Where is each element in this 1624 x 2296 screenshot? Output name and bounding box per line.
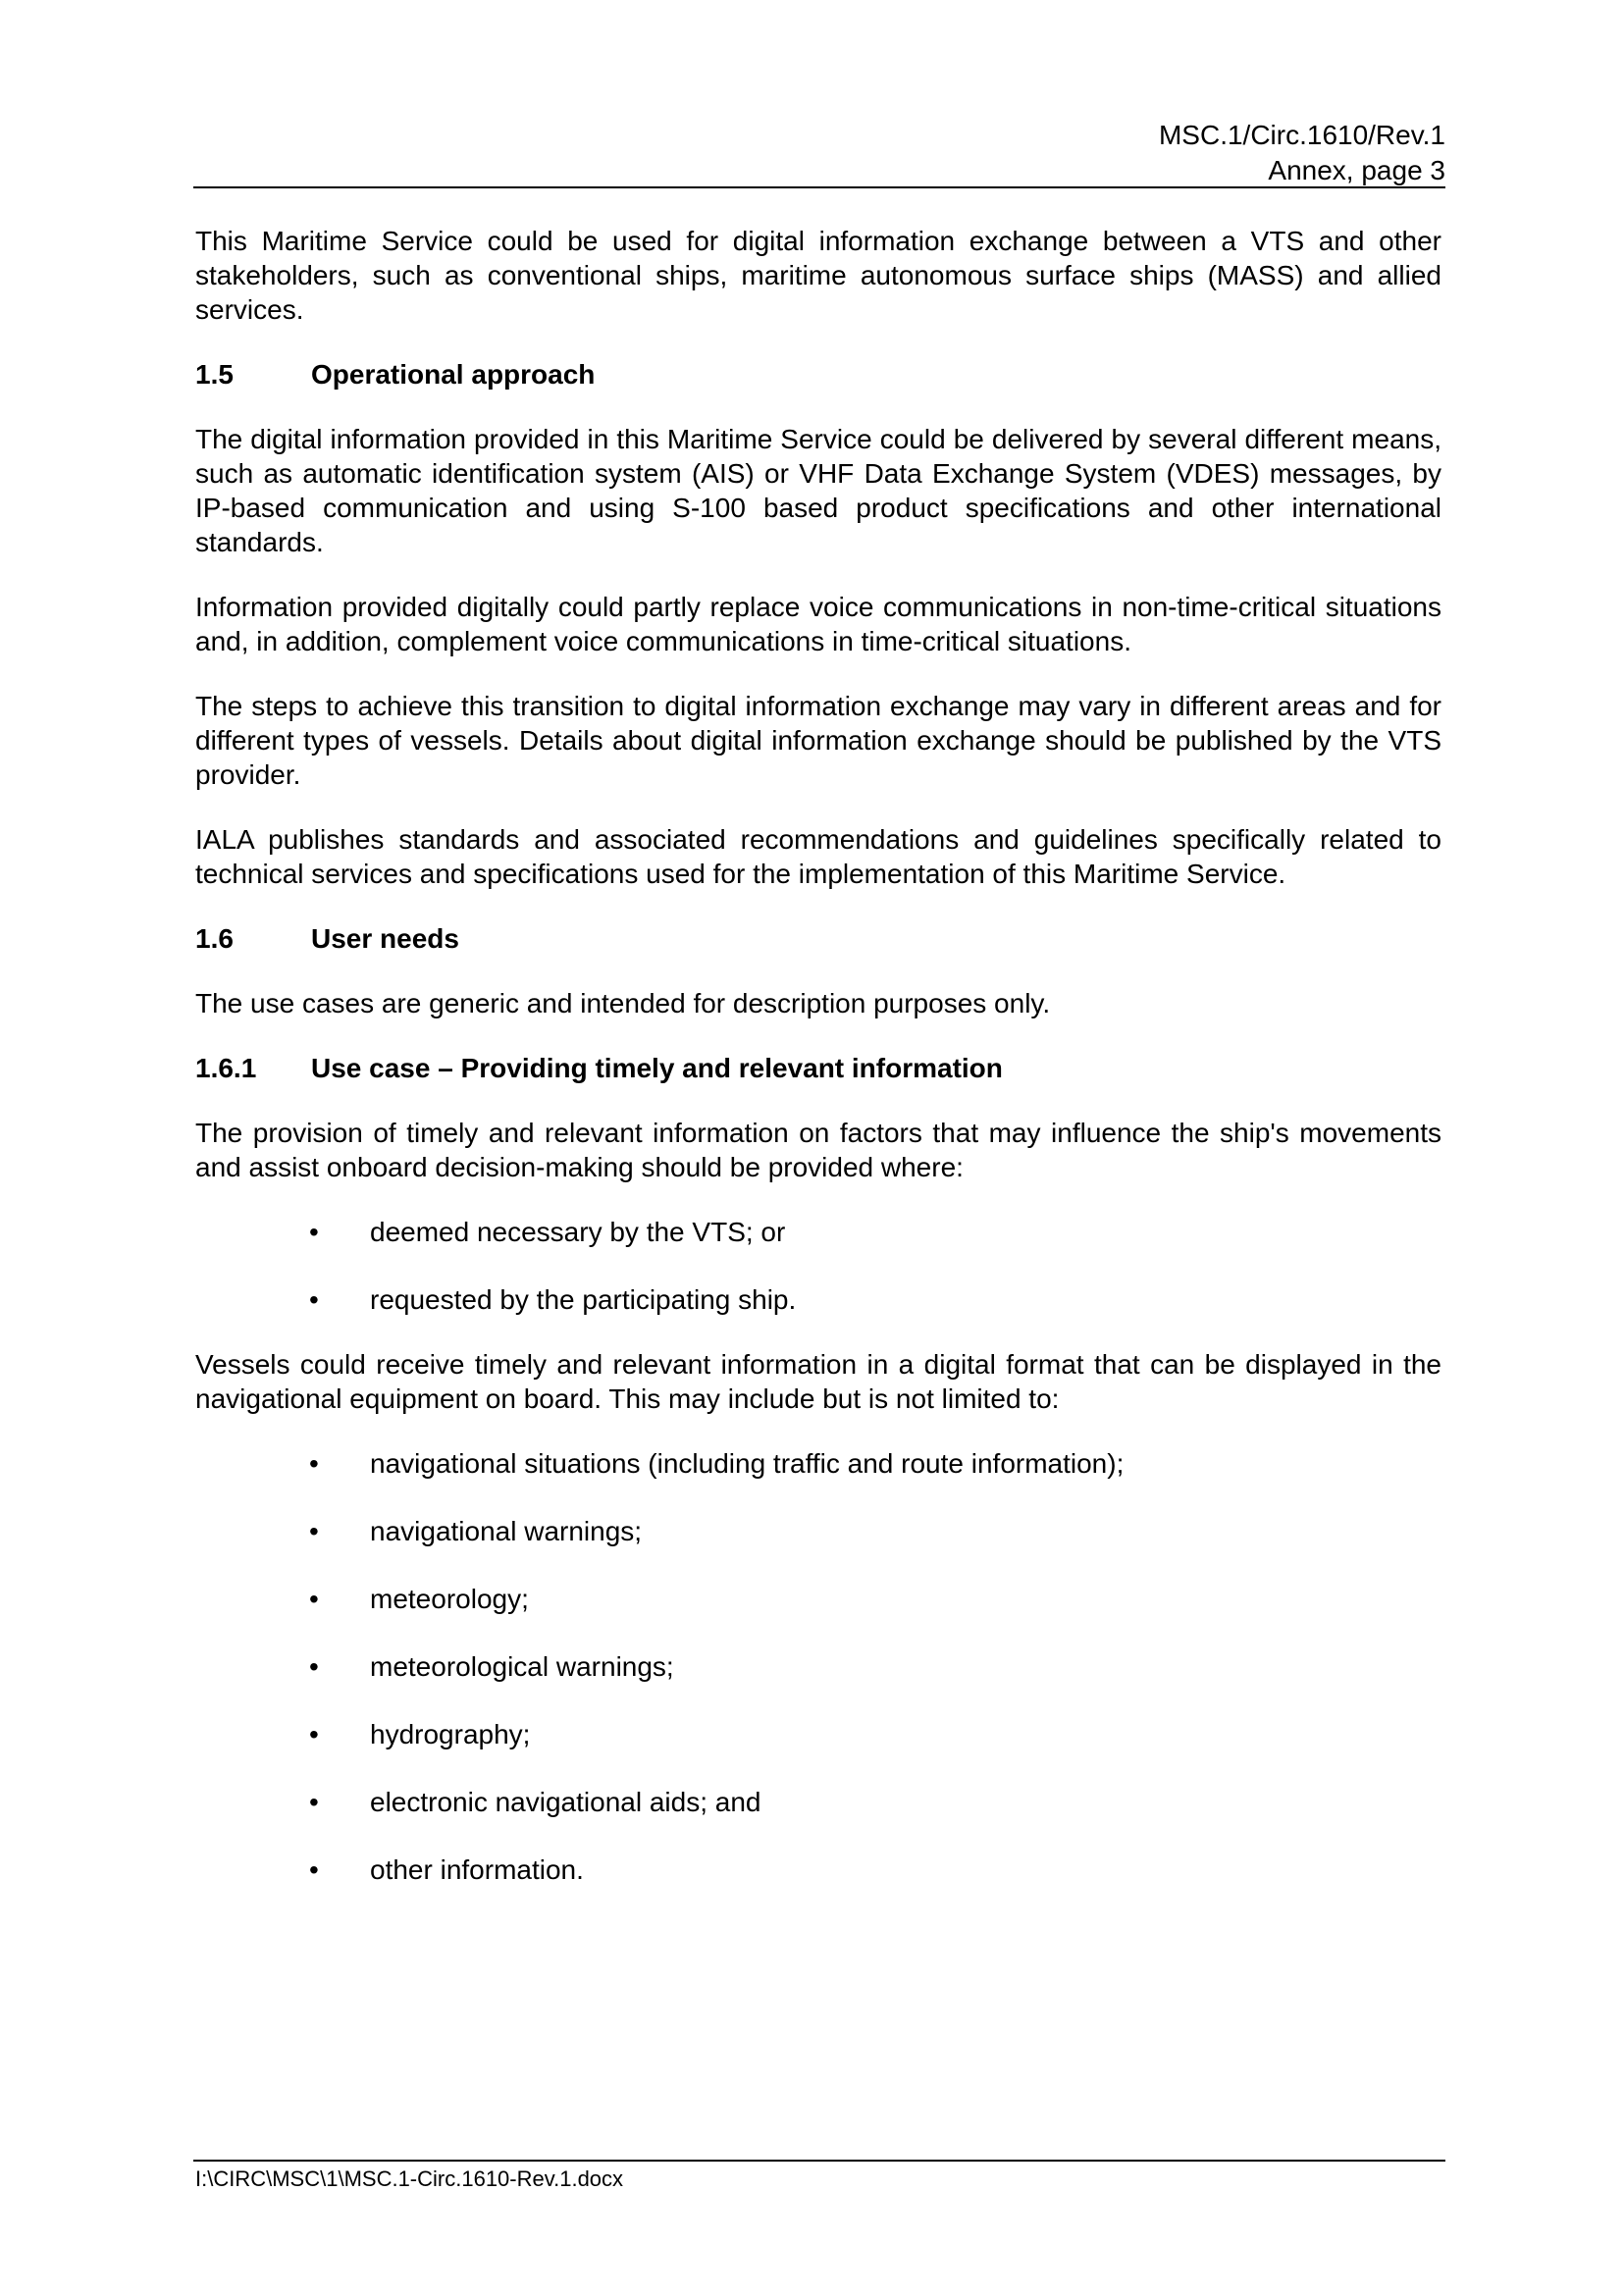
header-divider	[193, 186, 1445, 188]
bullet-list	[195, 1215, 1441, 1317]
paragraph: The steps to achieve this transition to digital information exchange may vary in different areas and for different types of vessels. Details about digital information exchange should be published by the VTS provider.	[195, 691, 1441, 790]
section-title: User needs	[311, 923, 459, 954]
footer-divider	[193, 2160, 1445, 2162]
list-item-text: navigational situations (including traffic and route information);	[370, 1448, 1125, 1479]
list-item	[195, 1282, 1441, 1317]
intro-paragraph: This Maritime Service could be used for digital information exchange between a VTS and other stakeholders, such as conventional ships, maritime autonomous surface ships (MASS) and allied services.	[195, 226, 1441, 325]
section-number: 1.5	[195, 359, 234, 390]
paragraph: Information provided digitally could partly replace voice communications in non-time-critical situations and, in addition, complement voice communications in time-critical situations.	[195, 592, 1441, 656]
list-item	[195, 1514, 1441, 1548]
paragraph: Vessels could receive timely and relevant information in a digital format that can be displayed in the navigational equipment on board. This may include but is not limited to:	[195, 1349, 1441, 1414]
list-item-text: other information.	[370, 1854, 584, 1885]
list-item	[195, 1717, 1441, 1751]
list-item	[195, 1582, 1441, 1616]
bullet-icon: •	[309, 1854, 319, 1885]
paragraph: The provision of timely and relevant information on factors that may influence the ship's movements and assist onboard decision-making should be provided where:	[195, 1118, 1441, 1182]
list-item-text: navigational warnings;	[370, 1516, 643, 1546]
paragraph: IALA publishes standards and associated recommendations and guidelines specifically related to technical services and specifications used for the implementation of this Maritime Service.	[195, 824, 1441, 889]
list-item-text: deemed necessary by the VTS; or	[370, 1217, 786, 1247]
section-title: Operational approach	[311, 359, 596, 390]
bullet-icon: •	[309, 1584, 319, 1614]
section-heading-1-5	[195, 357, 1441, 391]
bullet-icon: •	[309, 1284, 319, 1315]
document-reference: MSC.1/Circ.1610/Rev.1	[1158, 120, 1445, 150]
list-item-text: electronic navigational aids; and	[370, 1787, 761, 1817]
footer-file-path: I:\CIRC\MSC\1\MSC.1-Circ.1610-Rev.1.docx	[195, 2166, 624, 2191]
list-item	[195, 1215, 1441, 1249]
list-item-text: meteorology;	[370, 1584, 529, 1614]
bullet-icon: •	[309, 1651, 319, 1682]
section-number: 1.6.1	[195, 1053, 257, 1083]
section-heading-1-6	[195, 921, 1441, 956]
section-number: 1.6	[195, 923, 234, 954]
page-reference: Annex, page 3	[1268, 155, 1445, 185]
list-item	[195, 1446, 1441, 1481]
page-header	[193, 118, 1445, 188]
document-body	[195, 224, 1441, 1917]
bullet-icon: •	[309, 1516, 319, 1546]
bullet-icon: •	[309, 1719, 319, 1749]
list-item	[195, 1649, 1441, 1684]
paragraph: The use cases are generic and intended for description purposes only.	[195, 988, 1051, 1018]
list-item-text: requested by the participating ship.	[370, 1284, 797, 1315]
section-title: Use case – Providing timely and relevant information	[311, 1053, 1003, 1083]
list-item	[195, 1852, 1441, 1887]
bullet-icon: •	[309, 1448, 319, 1479]
paragraph: The digital information provided in this Maritime Service could be delivered by several different means, such as automatic identification system (AIS) or VHF Data Exchange System (VDES) messages, by IP-based communication and using S-100 based product specifications and other international standards.	[195, 424, 1441, 557]
bullet-list	[195, 1446, 1441, 1887]
section-heading-1-6-1	[195, 1051, 1441, 1085]
bullet-icon: •	[309, 1787, 319, 1817]
list-item-text: meteorological warnings;	[370, 1651, 674, 1682]
list-item	[195, 1785, 1441, 1819]
list-item-text: hydrography;	[370, 1719, 531, 1749]
bullet-icon: •	[309, 1217, 319, 1247]
